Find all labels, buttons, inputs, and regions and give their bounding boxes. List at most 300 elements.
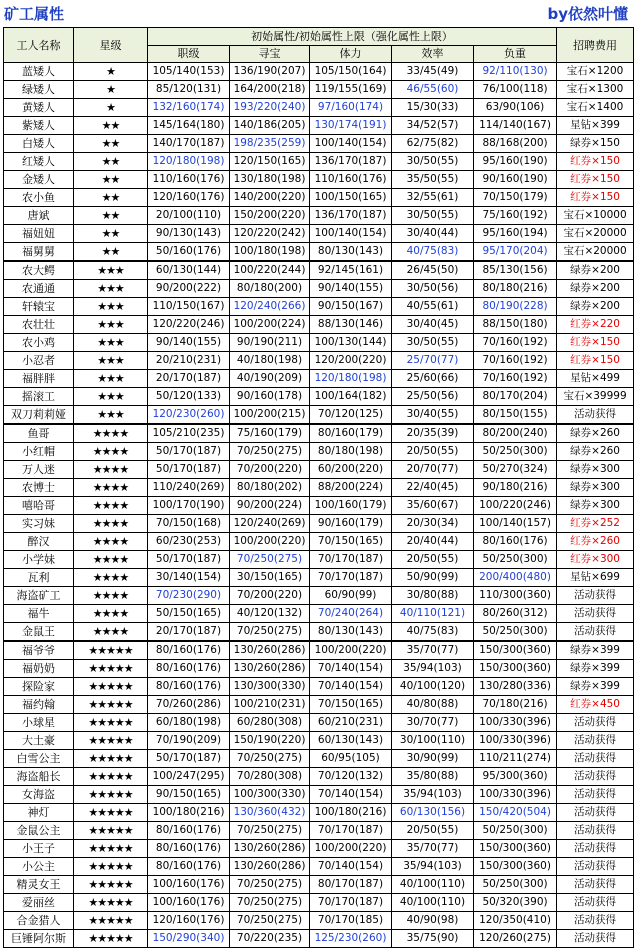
cell-rank: 20/100(110) <box>148 207 230 225</box>
cell-efficiency: 25/50(56) <box>392 388 474 406</box>
cell-stamina: 92/145(161) <box>310 261 392 280</box>
table-row <box>4 81 634 99</box>
cell-load: 88/150(180) <box>474 316 557 334</box>
table-row <box>4 551 634 569</box>
cell-treasure: 90/200(224) <box>230 497 310 515</box>
cell-name: 探险家 <box>4 678 74 696</box>
cell-cost: 活动获得 <box>557 786 634 804</box>
cell-rank: 20/210(231) <box>148 352 230 370</box>
cell-stamina: 105/150(164) <box>310 63 392 81</box>
cell-rank: 90/200(222) <box>148 280 230 298</box>
cell-rank: 150/290(340) <box>148 930 230 948</box>
cell-efficiency: 20/35(39) <box>392 424 474 443</box>
cell-cost: 绿券×399 <box>557 660 634 678</box>
cell-treasure: 30/150(165) <box>230 569 310 587</box>
table-row <box>4 786 634 804</box>
table-row <box>4 605 634 623</box>
cell-cost: 活动获得 <box>557 894 634 912</box>
cell-rank: 70/260(286) <box>148 696 230 714</box>
cell-efficiency: 20/50(55) <box>392 551 474 569</box>
cell-treasure: 100/300(330) <box>230 786 310 804</box>
table-row <box>4 406 634 425</box>
cell-stars: ★★★★ <box>74 533 148 551</box>
table-row <box>4 714 634 732</box>
cell-stamina: 90/160(179) <box>310 515 392 533</box>
cell-load: 88/168(200) <box>474 135 557 153</box>
cell-efficiency: 35/94(103) <box>392 660 474 678</box>
col-header-stars: 星级 <box>74 28 148 63</box>
cell-name: 小忍者 <box>4 352 74 370</box>
cell-treasure: 164/200(218) <box>230 81 310 99</box>
cell-name: 红矮人 <box>4 153 74 171</box>
cell-treasure: 75/160(179) <box>230 424 310 443</box>
table-row <box>4 533 634 551</box>
cell-stars: ★★ <box>74 207 148 225</box>
cell-efficiency: 35/80(88) <box>392 768 474 786</box>
cell-cost: 红券×252 <box>557 515 634 533</box>
cell-cost: 活动获得 <box>557 605 634 623</box>
cell-treasure: 70/220(235) <box>230 930 310 948</box>
cell-stamina: 70/150(165) <box>310 696 392 714</box>
cell-efficiency: 30/40(55) <box>392 406 474 425</box>
cell-stars: ★★★★ <box>74 479 148 497</box>
cell-stamina: 100/140(154) <box>310 225 392 243</box>
cell-rank: 70/150(168) <box>148 515 230 533</box>
cell-efficiency: 40/100(120) <box>392 678 474 696</box>
cell-cost: 活动获得 <box>557 822 634 840</box>
table-row <box>4 497 634 515</box>
cell-cost: 绿券×300 <box>557 497 634 515</box>
cell-cost: 绿券×260 <box>557 424 634 443</box>
cell-load: 100/330(396) <box>474 714 557 732</box>
cell-efficiency: 40/100(110) <box>392 894 474 912</box>
cell-load: 130/280(336) <box>474 678 557 696</box>
cell-rank: 80/160(176) <box>148 858 230 876</box>
cell-name: 巨锤阿尔斯 <box>4 930 74 948</box>
cell-stars: ★★★★★ <box>74 750 148 768</box>
cell-stars: ★★★ <box>74 352 148 370</box>
cell-rank: 60/130(144) <box>148 261 230 280</box>
cell-rank: 20/170(187) <box>148 623 230 642</box>
cell-load: 75/160(192) <box>474 207 557 225</box>
cell-stamina: 70/140(154) <box>310 858 392 876</box>
cell-stamina: 100/150(165) <box>310 189 392 207</box>
table-row <box>4 461 634 479</box>
cell-treasure: 193/220(240) <box>230 99 310 117</box>
cell-efficiency: 35/94(103) <box>392 858 474 876</box>
cell-treasure: 136/190(207) <box>230 63 310 81</box>
cell-load: 50/320(390) <box>474 894 557 912</box>
cell-cost: 绿券×200 <box>557 261 634 280</box>
col-header-load: 负重 <box>474 46 557 63</box>
cell-name: 摇滚工 <box>4 388 74 406</box>
cell-treasure: 100/210(231) <box>230 696 310 714</box>
table-row <box>4 515 634 533</box>
cell-treasure: 150/190(220) <box>230 732 310 750</box>
cell-efficiency: 30/90(99) <box>392 750 474 768</box>
cell-cost: 活动获得 <box>557 912 634 930</box>
cell-rank: 90/150(165) <box>148 786 230 804</box>
cell-cost: 红券×300 <box>557 551 634 569</box>
table-row <box>4 189 634 207</box>
cell-rank: 100/160(176) <box>148 894 230 912</box>
cell-stamina: 70/170(187) <box>310 569 392 587</box>
cell-name: 爱丽丝 <box>4 894 74 912</box>
cell-treasure: 140/186(205) <box>230 117 310 135</box>
cell-stars: ★★★★★ <box>74 696 148 714</box>
cell-treasure: 80/180(202) <box>230 479 310 497</box>
cell-cost: 绿券×399 <box>557 678 634 696</box>
cell-stamina: 60/130(143) <box>310 732 392 750</box>
cell-load: 63/90(106) <box>474 99 557 117</box>
cell-name: 农通通 <box>4 280 74 298</box>
cell-efficiency: 15/30(33) <box>392 99 474 117</box>
table-row <box>4 370 634 388</box>
cell-load: 114/140(167) <box>474 117 557 135</box>
cell-efficiency: 30/50(56) <box>392 280 474 298</box>
cell-stars: ★★ <box>74 135 148 153</box>
cell-efficiency: 30/50(55) <box>392 207 474 225</box>
cell-efficiency: 26/45(50) <box>392 261 474 280</box>
cell-load: 70/160(192) <box>474 352 557 370</box>
cell-load: 50/270(324) <box>474 461 557 479</box>
cell-treasure: 70/250(275) <box>230 443 310 461</box>
cell-treasure: 130/260(286) <box>230 840 310 858</box>
cell-treasure: 120/240(266) <box>230 298 310 316</box>
table-row <box>4 207 634 225</box>
cell-efficiency: 46/55(60) <box>392 81 474 99</box>
cell-stamina: 70/150(165) <box>310 533 392 551</box>
cell-load: 95/300(360) <box>474 768 557 786</box>
cell-load: 95/160(194) <box>474 225 557 243</box>
cell-treasure: 70/200(220) <box>230 461 310 479</box>
cell-efficiency: 40/80(88) <box>392 696 474 714</box>
cell-load: 80/190(228) <box>474 298 557 316</box>
cell-stars: ★★ <box>74 117 148 135</box>
cell-load: 110/300(360) <box>474 587 557 605</box>
table-row <box>4 912 634 930</box>
cell-stamina: 70/140(154) <box>310 786 392 804</box>
cell-rank: 100/180(216) <box>148 804 230 822</box>
cell-cost: 宝石×1200 <box>557 63 634 81</box>
cell-name: 小学妹 <box>4 551 74 569</box>
table-row <box>4 894 634 912</box>
cell-stars: ★★★ <box>74 334 148 352</box>
cell-cost: 红券×150 <box>557 352 634 370</box>
cell-cost: 绿券×399 <box>557 641 634 660</box>
cell-stamina: 70/140(154) <box>310 660 392 678</box>
cell-stars: ★★★★★ <box>74 641 148 660</box>
cell-stamina: 100/164(182) <box>310 388 392 406</box>
cell-efficiency: 30/40(45) <box>392 316 474 334</box>
cell-rank: 110/160(176) <box>148 171 230 189</box>
cell-treasure: 80/180(200) <box>230 280 310 298</box>
cell-load: 95/160(190) <box>474 153 557 171</box>
cell-stars: ★★ <box>74 225 148 243</box>
table-row <box>4 876 634 894</box>
cell-stamina: 100/180(216) <box>310 804 392 822</box>
cell-stars: ★★ <box>74 189 148 207</box>
cell-efficiency: 20/30(34) <box>392 515 474 533</box>
table-row <box>4 352 634 370</box>
cell-efficiency: 62/75(82) <box>392 135 474 153</box>
col-header-efficiency: 效率 <box>392 46 474 63</box>
cell-treasure: 100/200(220) <box>230 533 310 551</box>
cell-cost: 活动获得 <box>557 768 634 786</box>
cell-stamina: 100/130(144) <box>310 334 392 352</box>
cell-stars: ★★★ <box>74 316 148 334</box>
cell-name: 福约翰 <box>4 696 74 714</box>
cell-stamina: 88/130(146) <box>310 316 392 334</box>
cell-rank: 90/140(155) <box>148 334 230 352</box>
cell-treasure: 70/280(308) <box>230 768 310 786</box>
cell-stars: ★★★★ <box>74 515 148 533</box>
table-row <box>4 135 634 153</box>
table-row <box>4 858 634 876</box>
cell-stamina: 70/170(187) <box>310 551 392 569</box>
cell-efficiency: 35/70(77) <box>392 840 474 858</box>
cell-efficiency: 30/50(55) <box>392 334 474 352</box>
cell-efficiency: 40/110(121) <box>392 605 474 623</box>
cell-cost: 绿券×200 <box>557 298 634 316</box>
cell-cost: 绿券×300 <box>557 461 634 479</box>
cell-stars: ★★★★★ <box>74 786 148 804</box>
cell-stamina: 136/170(187) <box>310 153 392 171</box>
cell-cost: 星钻×499 <box>557 370 634 388</box>
table-row <box>4 388 634 406</box>
cell-stamina: 80/170(187) <box>310 876 392 894</box>
cell-stamina: 60/95(105) <box>310 750 392 768</box>
cell-treasure: 100/200(224) <box>230 316 310 334</box>
cell-stars: ★★★★★ <box>74 858 148 876</box>
cell-efficiency: 20/70(77) <box>392 461 474 479</box>
cell-stamina: 60/210(231) <box>310 714 392 732</box>
cell-load: 80/160(176) <box>474 533 557 551</box>
cell-efficiency: 35/70(77) <box>392 641 474 660</box>
cell-stamina: 60/200(220) <box>310 461 392 479</box>
cell-cost: 宝石×39999 <box>557 388 634 406</box>
cell-stamina: 100/200(220) <box>310 840 392 858</box>
cell-stars: ★★★ <box>74 298 148 316</box>
cell-rank: 145/164(180) <box>148 117 230 135</box>
cell-treasure: 40/180(198) <box>230 352 310 370</box>
cell-name: 鱼哥 <box>4 424 74 443</box>
cell-rank: 85/120(131) <box>148 81 230 99</box>
cell-cost: 活动获得 <box>557 804 634 822</box>
cell-rank: 120/160(176) <box>148 912 230 930</box>
cell-name: 嘻哈哥 <box>4 497 74 515</box>
table-row <box>4 822 634 840</box>
cell-name: 金鼠王 <box>4 623 74 642</box>
table-row <box>4 298 634 316</box>
cell-cost: 红券×260 <box>557 533 634 551</box>
table-row <box>4 732 634 750</box>
cell-name: 大土豪 <box>4 732 74 750</box>
cell-treasure: 100/180(198) <box>230 243 310 262</box>
cell-cost: 星钻×699 <box>557 569 634 587</box>
cell-name: 海盗矿工 <box>4 587 74 605</box>
cell-stamina: 130/174(191) <box>310 117 392 135</box>
cell-load: 200/400(480) <box>474 569 557 587</box>
cell-treasure: 120/240(269) <box>230 515 310 533</box>
cell-treasure: 130/360(432) <box>230 804 310 822</box>
cell-stars: ★★★★★ <box>74 714 148 732</box>
cell-rank: 105/210(235) <box>148 424 230 443</box>
cell-stars: ★★ <box>74 243 148 262</box>
cell-treasure: 70/200(220) <box>230 587 310 605</box>
cell-name: 小红帽 <box>4 443 74 461</box>
cell-stars: ★★★★★ <box>74 840 148 858</box>
cell-stamina: 100/200(220) <box>310 641 392 660</box>
cell-stars: ★★★★ <box>74 605 148 623</box>
cell-load: 80/170(204) <box>474 388 557 406</box>
col-header-rank: 职级 <box>148 46 230 63</box>
cell-load: 100/330(396) <box>474 732 557 750</box>
cell-cost: 活动获得 <box>557 623 634 642</box>
cell-cost: 活动获得 <box>557 406 634 425</box>
cell-stamina: 70/170(185) <box>310 912 392 930</box>
cell-efficiency: 30/100(110) <box>392 732 474 750</box>
cell-cost: 红券×150 <box>557 189 634 207</box>
cell-stamina: 100/140(154) <box>310 135 392 153</box>
cell-efficiency: 25/70(77) <box>392 352 474 370</box>
cell-rank: 140/170(187) <box>148 135 230 153</box>
table-row <box>4 63 634 81</box>
cell-treasure: 70/250(275) <box>230 822 310 840</box>
cell-name: 福胖胖 <box>4 370 74 388</box>
table-row <box>4 334 634 352</box>
cell-load: 80/180(216) <box>474 280 557 298</box>
cell-stars: ★★★★ <box>74 623 148 642</box>
cell-name: 蓝矮人 <box>4 63 74 81</box>
cell-cost: 宝石×20000 <box>557 225 634 243</box>
cell-name: 紫矮人 <box>4 117 74 135</box>
table-row <box>4 750 634 768</box>
cell-treasure: 120/150(165) <box>230 153 310 171</box>
cell-name: 金矮人 <box>4 171 74 189</box>
cell-load: 100/220(246) <box>474 497 557 515</box>
cell-rank: 100/247(295) <box>148 768 230 786</box>
cell-treasure: 70/250(275) <box>230 876 310 894</box>
cell-efficiency: 35/50(55) <box>392 171 474 189</box>
cell-name: 实习妹 <box>4 515 74 533</box>
cell-efficiency: 35/75(90) <box>392 930 474 948</box>
cell-cost: 红券×150 <box>557 171 634 189</box>
cell-load: 150/300(360) <box>474 660 557 678</box>
page-header <box>0 0 634 27</box>
table-row <box>4 768 634 786</box>
cell-stars: ★★★★★ <box>74 804 148 822</box>
cell-rank: 50/170(187) <box>148 551 230 569</box>
cell-efficiency: 40/100(110) <box>392 876 474 894</box>
cell-rank: 70/190(209) <box>148 732 230 750</box>
cell-rank: 120/160(176) <box>148 189 230 207</box>
cell-rank: 105/140(153) <box>148 63 230 81</box>
cell-cost: 活动获得 <box>557 858 634 876</box>
cell-name: 农小鸡 <box>4 334 74 352</box>
cell-load: 150/300(360) <box>474 858 557 876</box>
cell-load: 50/250(300) <box>474 551 557 569</box>
cell-load: 90/160(190) <box>474 171 557 189</box>
cell-cost: 活动获得 <box>557 750 634 768</box>
cell-rank: 50/150(165) <box>148 605 230 623</box>
cell-rank: 120/220(246) <box>148 316 230 334</box>
cell-stars: ★★★★ <box>74 461 148 479</box>
cell-rank: 50/170(187) <box>148 750 230 768</box>
cell-treasure: 130/180(198) <box>230 171 310 189</box>
cell-rank: 50/170(187) <box>148 461 230 479</box>
cell-efficiency: 40/90(98) <box>392 912 474 930</box>
cell-stars: ★★ <box>74 153 148 171</box>
table-row <box>4 930 634 948</box>
cell-efficiency: 30/40(44) <box>392 225 474 243</box>
cell-name: 农小鱼 <box>4 189 74 207</box>
cell-stars: ★★★ <box>74 280 148 298</box>
cell-name: 小公主 <box>4 858 74 876</box>
cell-load: 76/100(118) <box>474 81 557 99</box>
cell-efficiency: 20/50(55) <box>392 443 474 461</box>
cell-name: 神灯 <box>4 804 74 822</box>
cell-efficiency: 20/50(55) <box>392 822 474 840</box>
cell-name: 福妞妞 <box>4 225 74 243</box>
cell-cost: 红券×450 <box>557 696 634 714</box>
cell-stars: ★★★★★ <box>74 912 148 930</box>
cell-stars: ★★★★ <box>74 569 148 587</box>
cell-name: 农博士 <box>4 479 74 497</box>
cell-load: 100/140(157) <box>474 515 557 533</box>
cell-stars: ★★★★★ <box>74 894 148 912</box>
cell-name: 福舅舅 <box>4 243 74 262</box>
cell-cost: 活动获得 <box>557 732 634 750</box>
table-row <box>4 696 634 714</box>
cell-treasure: 40/120(132) <box>230 605 310 623</box>
cell-stamina: 70/120(125) <box>310 406 392 425</box>
cell-stars: ★★★ <box>74 388 148 406</box>
cell-name: 金鼠公主 <box>4 822 74 840</box>
cell-efficiency: 30/80(88) <box>392 587 474 605</box>
cell-load: 50/250(300) <box>474 623 557 642</box>
page-title: 矿工属性 <box>4 5 65 23</box>
cell-rank: 120/230(260) <box>148 406 230 425</box>
cell-treasure: 130/260(286) <box>230 660 310 678</box>
cell-stamina: 120/180(198) <box>310 370 392 388</box>
cell-name: 双刀莉莉娅 <box>4 406 74 425</box>
cell-treasure: 70/250(275) <box>230 623 310 642</box>
cell-efficiency: 32/55(61) <box>392 189 474 207</box>
cell-efficiency: 22/40(45) <box>392 479 474 497</box>
cell-stars: ★★★★ <box>74 443 148 461</box>
cell-rank: 60/180(198) <box>148 714 230 732</box>
cell-load: 85/130(156) <box>474 261 557 280</box>
cell-stars: ★ <box>74 99 148 117</box>
cell-name: 农大鳄 <box>4 261 74 280</box>
cell-treasure: 40/190(209) <box>230 370 310 388</box>
cell-rank: 80/160(176) <box>148 660 230 678</box>
table-row <box>4 443 634 461</box>
cell-efficiency: 40/75(83) <box>392 243 474 262</box>
col-header-name: 工人名称 <box>4 28 74 63</box>
table-row <box>4 280 634 298</box>
cell-efficiency: 60/130(156) <box>392 804 474 822</box>
cell-name: 绿矮人 <box>4 81 74 99</box>
cell-treasure: 90/190(211) <box>230 334 310 352</box>
cell-cost: 绿券×260 <box>557 443 634 461</box>
cell-cost: 绿券×150 <box>557 135 634 153</box>
cell-cost: 绿券×300 <box>557 479 634 497</box>
miner-attributes-table <box>3 27 634 948</box>
cell-treasure: 70/250(275) <box>230 750 310 768</box>
cell-name: 女海盗 <box>4 786 74 804</box>
